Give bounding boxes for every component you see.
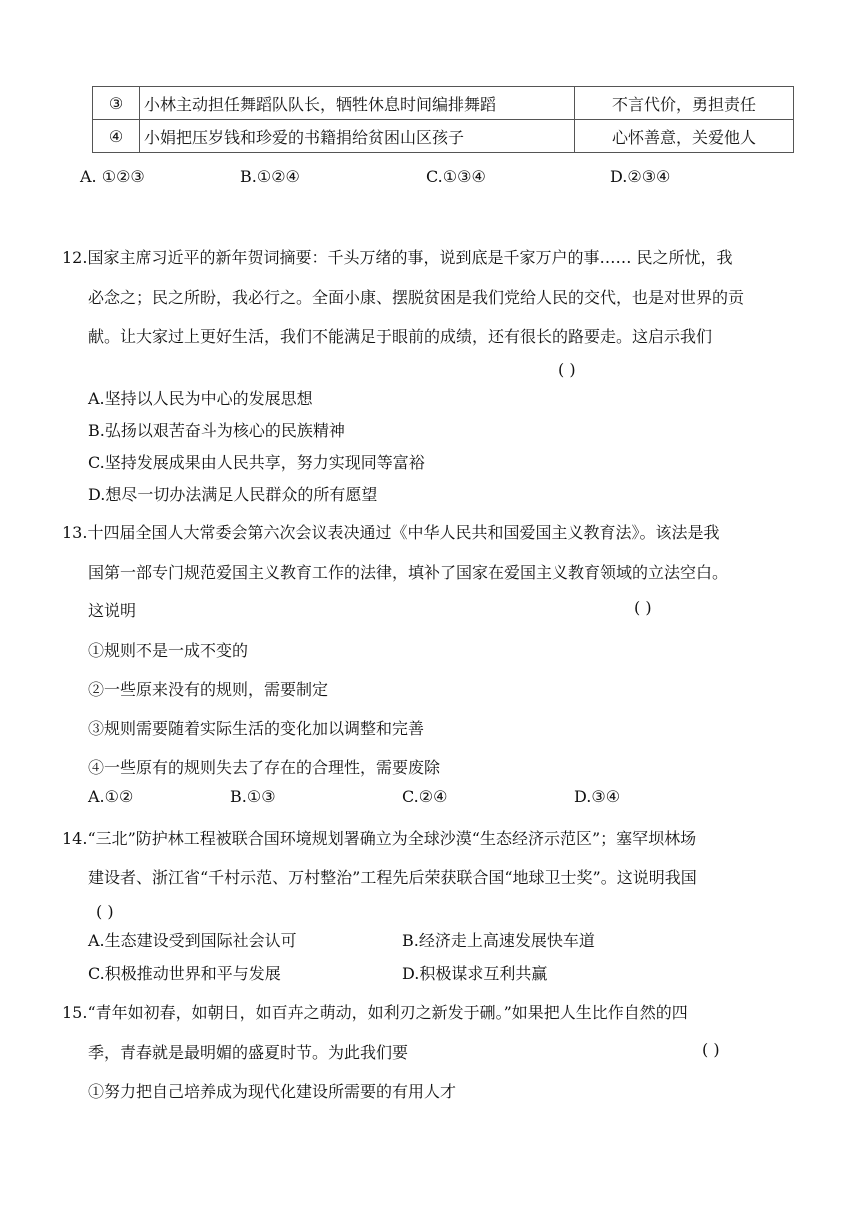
q11-option-c: C.①③④ [426,167,486,186]
row-quality: 不言代价，勇担责任 [575,87,794,120]
row-quality: 心怀善意，关爱他人 [575,120,794,153]
q12-answer-paren: ( ) [558,360,576,379]
q14-option-a: A.生态建设受到国际社会认可 [88,931,297,950]
q12-stem-line-3: 献。让大家过上更好生活，我们不能满足于眼前的成绩，还有很长的路要走。这启示我们 [88,327,713,346]
q13-item-1: ①规则不是一成不变的 [88,641,249,660]
q11-option-b: B.①②④ [240,167,300,186]
q13-item-4: ④一些原有的规则失去了存在的合理性，需要废除 [88,758,441,777]
q13-item-2: ②一些原来没有的规则，需要制定 [88,680,329,699]
q11-option-d: D.②③④ [610,167,671,186]
q11-option-a: A. ①②③ [80,167,145,186]
q12-option-a: A.坚持以人民为中心的发展思想 [88,389,313,408]
row-number: ④ [93,120,140,153]
q12-stem-line-1: 12.国家主席习近平的新年贺词摘要：千头万绪的事，说到底是千家万户的事…… 民之所忧，我 [62,248,733,267]
q15-answer-paren: ( ) [702,1040,720,1059]
q14-stem-line-2: 建设者、浙江省“千村示范、万村整治”工程先后荣获联合国“地球卫士奖”。这说明我国 [88,868,697,887]
q13-stem-line-3: 这说明 [88,601,137,620]
q14-option-b: B.经济走上高速发展快车道 [402,931,595,950]
q14-answer-paren: ( ) [96,902,114,921]
q13-item-3: ③规则需要随着实际生活的变化加以调整和完善 [88,719,425,738]
q13-option-c: C.②④ [402,787,448,806]
table-row [93,87,794,120]
q13-stem-line-1: 13.十四届全国人大常委会第六次会议表决通过《中华人民共和国爱国主义教育法》。该法是我 [62,523,720,542]
q13-option-d: D.③④ [574,787,621,806]
q15-item-1: ①努力把自己培养成为现代化建设所需要的有用人才 [88,1082,457,1101]
q14-stem-line-1: 14.“三北”防护林工程被联合国环境规划署确立为全球沙漠“生态经济示范区”；塞罕坝林场 [62,829,697,848]
q12-option-b: B.弘扬以艰苦奋斗为核心的民族精神 [88,421,345,440]
q14-option-d: D.积极谋求互利共赢 [402,964,548,983]
q15-stem-line-1: 15.“青年如初春，如朝日，如百卉之萌动，如利刃之新发于硎。”如果把人生比作自然的四 [62,1003,688,1022]
q13-option-b: B.①③ [230,787,276,806]
row-case: 小林主动担任舞蹈队队长，牺牲休息时间编排舞蹈 [140,87,575,120]
q12-stem-line-2: 必念之；民之所盼，我必行之。全面小康、摆脱贫困是我们党给人民的交代，也是对世界的贡 [88,288,745,307]
q12-option-d: D.想尽一切办法满足人民群众的所有愿望 [88,485,378,504]
q13-option-a: A.①② [88,787,134,806]
row-number: ③ [93,87,140,120]
table-row [93,120,794,153]
q12-option-c: C.坚持发展成果由人民共享，努力实现同等富裕 [88,453,425,472]
q15-stem-line-2: 季，青春就是最明媚的盛夏时节。为此我们要 [88,1043,409,1062]
q13-stem-line-2: 国第一部专门规范爱国主义教育工作的法律，填补了国家在爱国主义教育领域的立法空白。 [88,563,729,582]
q13-answer-paren: ( ) [634,598,652,617]
q14-option-c: C.积极推动世界和平与发展 [88,964,281,983]
cases-table [92,86,794,153]
row-case: 小娟把压岁钱和珍爱的书籍捐给贫困山区孩子 [140,120,575,153]
